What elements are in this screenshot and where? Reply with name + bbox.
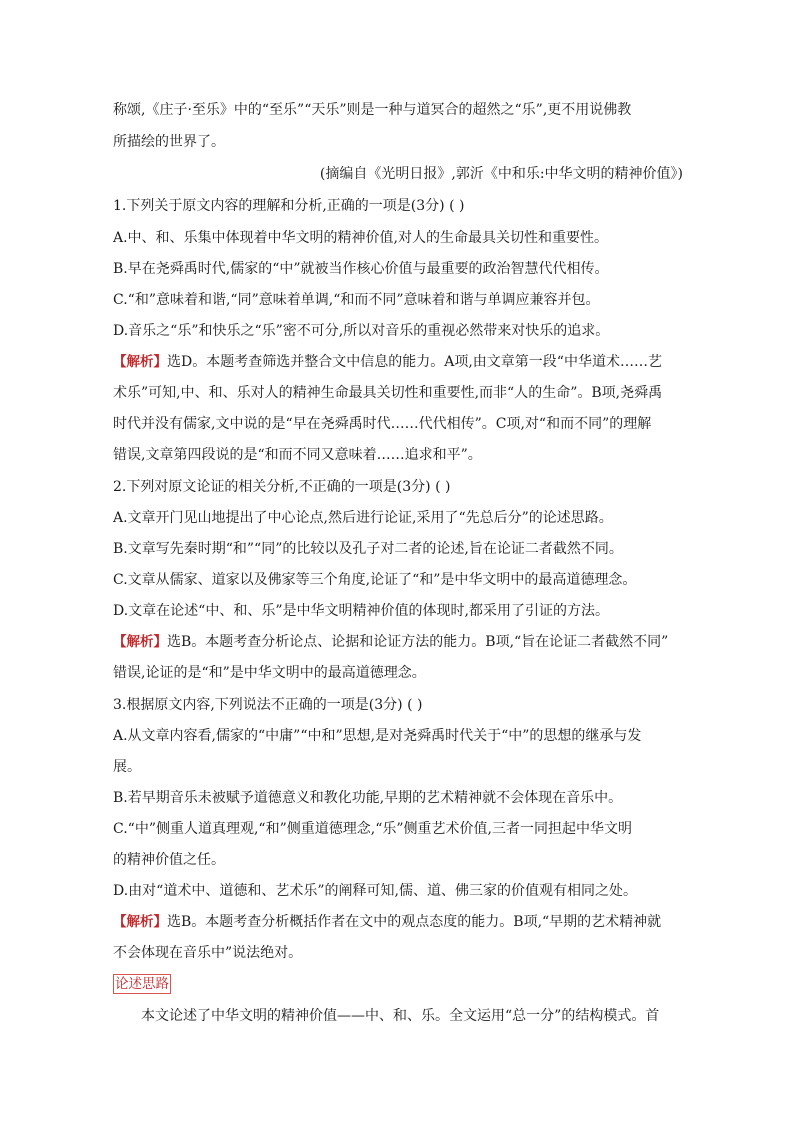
analysis-text: 选B。本题考查分析论点、论据和论证方法的能力。B项,“旨在论证二者截然不同” [167, 634, 669, 650]
question-2: 2.下列对原文论证的相关分析,不正确的一项是(3分) ( ) [113, 479, 451, 495]
analysis-line: 不会体现在音乐中”说法绝对。 [113, 945, 303, 961]
analysis-tag: 【解析】 [113, 634, 167, 650]
option-b: B.文章写先秦时期“和”“同”的比较以及孔子对二者的论述,旨在论证二者截然不同。 [113, 541, 623, 557]
section-heading [113, 974, 683, 994]
option-b: B.若早期音乐未被赋予道德意义和教化功能,早期的艺术精神就不会体现在音乐中。 [113, 790, 623, 806]
option-a: A.中、和、乐集中体现着中华文明的精神价值,对人的生命最具关切性和重要性。 [113, 230, 609, 246]
option-c-cont: 的精神价值之任。 [113, 852, 225, 868]
option-d: D.文章在论述“中、和、乐”是中华文明精神价值的体现时,都采用了引证的方法。 [113, 603, 609, 619]
option-d: D.由对“道术中、道德和、艺术乐”的阐释可知,儒、道、佛三家的价值观有相同之处。 [113, 883, 637, 899]
question-1: 1.下列关于原文内容的理解和分析,正确的一项是(3分) ( ) [113, 198, 465, 214]
option-a: A.文章开门见山地提出了中心论点,然后进行论证,采用了“先总后分”的论述思路。 [113, 510, 613, 526]
option-c: C.文章从儒家、道家以及佛家等三个角度,论证了“和”是中华文明中的最高道德理念。 [113, 572, 637, 588]
analysis-tag: 【解析】 [113, 354, 167, 370]
analysis-tag: 【解析】 [113, 914, 167, 930]
option-a: A.从文章内容看,儒家的“中庸”“中和”思想,是对尧舜禹时代关于“中”的思想的继承与发 [113, 728, 642, 744]
text-line: 所描绘的世界了。 [113, 134, 225, 150]
text-line: 称颂,《庄子·至乐》中的“至乐”“天乐”则是一种与道冥合的超然之“乐”,更不用说佛教 [113, 102, 632, 118]
question-3: 3.根据原文内容,下列说法不正确的一项是(3分) ( ) [113, 697, 423, 713]
analysis-line: 错误,论证的是“和”是中华文明中的最高道德理念。 [113, 665, 426, 681]
analysis-line: 术乐”可知,中、和、乐对人的精神生命最具关切性和重要性,而非“人的生命”。B项,尧舜禹 [113, 385, 663, 401]
analysis-line [113, 352, 683, 372]
analysis-line: 错误,文章第四段说的是“和而不同又意味着……追求和平”。 [113, 447, 482, 463]
option-b: B.早在尧舜禹时代,儒家的“中”就被当作核心价值与最重要的政治智慧代代相传。 [113, 261, 609, 277]
option-d: D.音乐之“乐”和快乐之“乐”密不可分,所以对音乐的重视必然带来对快乐的追求。 [113, 323, 610, 339]
analysis-text: 选B。本题考查分析概括作者在文中的观点态度的能力。B项,“早期的艺术精神就 [167, 914, 662, 930]
option-a-cont: 展。 [113, 759, 141, 775]
analysis-line [113, 632, 683, 652]
analysis-line: 时代并没有儒家,文中说的是“早在尧舜禹时代……代代相传”。C项,对“和而不同”的理解 [113, 416, 652, 432]
analysis-text: 选D。本题考查筛选并整合文中信息的能力。A项,由文章第一段“中华道术……艺 [167, 354, 662, 370]
source-citation: (摘编自《光明日报》,郭沂《中和乐:中华文明的精神价值》) [319, 166, 683, 182]
approach-tag: 论述思路 [115, 976, 169, 992]
analysis-line [113, 912, 683, 932]
option-c: C.“和”意味着和谐,“同”意味着单调,“和而不同”意味着和谐与单调应兼容并包。 [113, 292, 600, 308]
option-c: C.“中”侧重人道真理观,“和”侧重道德理念,“乐”侧重艺术价值,三者一同担起中华文明 [113, 821, 632, 837]
text-line: 本文论述了中华文明的精神价值——中、和、乐。全文运用“总一分”的结构模式。首 [141, 1008, 660, 1024]
